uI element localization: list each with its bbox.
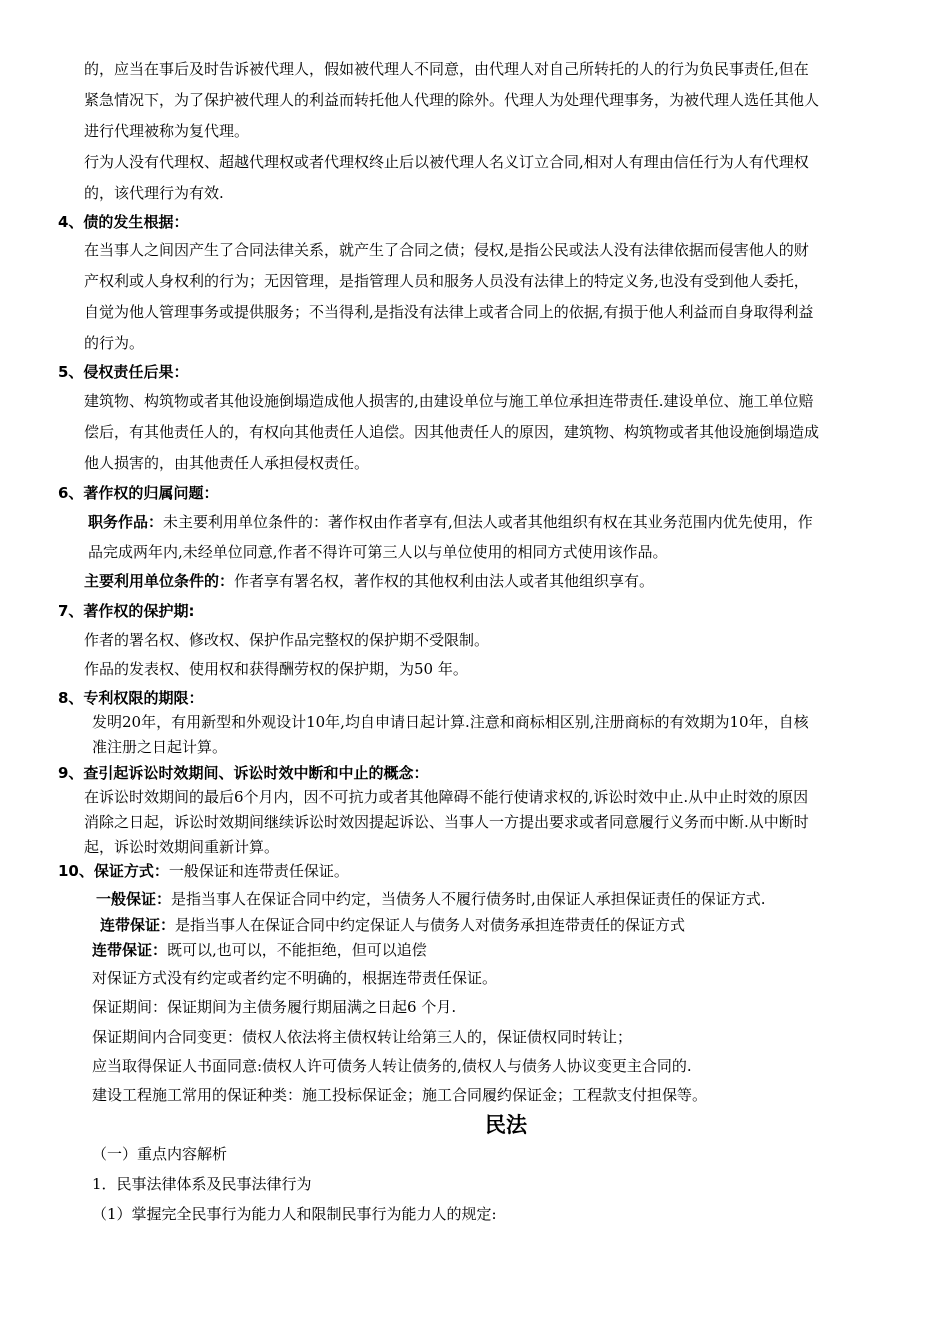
- paragraph-line: 建设工程施工常用的保证种类：施工投标保证金；施工合同履约保证金；工程款支付担保等。: [92, 1086, 708, 1104]
- paragraph-line: 在诉讼时效期间的最后6个月内，因不可抗力或者其他障碍不能行使请求权的,诉讼时效中止.从中止时效的原因: [84, 788, 809, 806]
- general-guarantee-text: 是指当事人在保证合同中约定，当债务人不履行债务时,由保证人承担保证责任的保证方式.: [171, 890, 766, 908]
- joint-guarantee-text: 是指当事人在保证合同中约定保证人与债务人对债务承担连带责任的保证方式: [175, 916, 686, 934]
- work-product-line: [88, 512, 813, 532]
- paragraph-line: 对保证方式没有约定或者约定不明确的，根据连带责任保证。: [92, 969, 498, 987]
- joint-guarantee-label-2: 连带保证：: [92, 941, 168, 959]
- section-heading-9: 9、查引起诉讼时效期间、诉讼时效中断和中止的概念：: [58, 764, 429, 782]
- section-heading-6: 6、著作权的归属问题：: [58, 484, 219, 502]
- subsection-line: 1．民事法律体系及民事法律行为: [92, 1175, 312, 1193]
- section-title: 民法: [485, 1113, 527, 1137]
- joint-guarantee-line-2: [92, 940, 427, 960]
- paragraph-line: 保证期间内合同变更：债权人依法将主债权转让给第三人的，保证债权同时转让；: [92, 1028, 633, 1046]
- paragraph-line: 的，应当在事后及时告诉被代理人，假如被代理人不同意，由代理人对自己所转托的人的行为负民事责任,但在: [84, 60, 809, 78]
- section-heading-5: 5、侵权责任后果：: [58, 363, 189, 381]
- paragraph-line: 应当取得保证人书面同意:债权人许可债务人转让债务的,债权人与债务人协议变更主合同的.: [92, 1057, 692, 1075]
- section-heading-4: 4、债的发生根据：: [58, 213, 189, 231]
- work-product-text: 未主要利用单位条件的：著作权由作者享有,但法人或者其他组织有权在其业务范围内优先使用，作: [163, 513, 813, 531]
- paragraph-line: 作者的署名权、修改权、保护作品完整权的保护期不受限制。: [84, 631, 490, 649]
- paragraph-line: 的，该代理行为有效.: [84, 184, 224, 202]
- work-product-label: 职务作品：: [88, 513, 164, 531]
- section-heading-8: 8、专利权限的期限：: [58, 689, 204, 707]
- paragraph-line: 产权利或人身权利的行为；无因管理，是指管理人员和服务人员没有法律上的特定义务,也没有受到他人委托，: [84, 272, 809, 290]
- paragraph-line: 起，诉讼时效期间重新计算。: [84, 838, 280, 856]
- joint-guarantee-line: [100, 915, 685, 935]
- paragraph-line: 他人损害的，由其他责任人承担侵权责任。: [84, 454, 370, 472]
- general-guarantee-line: [96, 889, 766, 909]
- paragraph-line: 自觉为他人管理事务或提供服务；不当得利,是指没有法律上或者合同上的依据,有损于他人利益而自身取得利益: [84, 303, 814, 321]
- main-use-text: 作者享有署名权，著作权的其他权利由法人或者其他组织享有。: [234, 572, 655, 590]
- general-guarantee-label: 一般保证：: [96, 890, 172, 908]
- paragraph-line: 的行为。: [84, 334, 145, 352]
- paragraph-line: 作品的发表权、使用权和获得酬劳权的保护期，为50 年。: [84, 660, 468, 678]
- main-use-label: 主要利用单位条件的：: [84, 572, 235, 590]
- paragraph-line: 在当事人之间因产生了合同法律关系，就产生了合同之债；侵权,是指公民或法人没有法律依据而侵害他人的财: [84, 241, 809, 259]
- paragraph-line: 准注册之日起计算。: [92, 738, 228, 756]
- subsection-line: （一）重点内容解析: [92, 1145, 228, 1163]
- section-heading-10-text: 一般保证和连带责任保证。: [168, 862, 349, 880]
- paragraph-line: 消除之日起，诉讼时效期间继续诉讼时效因提起诉讼、当事人一方提出要求或者同意履行义务而中断.从中断时: [84, 813, 809, 831]
- paragraph-line: 建筑物、构筑物或者其他设施倒塌造成他人损害的,由建设单位与施工单位承担连带责任.建设单位、施工单位赔: [84, 392, 814, 410]
- section-heading-10: 10、保证方式：: [58, 862, 169, 880]
- paragraph-line: 品完成两年内,未经单位同意,作者不得许可第三人以与单位使用的相同方式使用该作品。: [88, 543, 668, 561]
- paragraph-line: 行为人没有代理权、超越代理权或者代理权终止后以被代理人名义订立合同,相对人有理由信任行为人有代理权: [84, 153, 809, 171]
- paragraph-line: 发明20年，有用新型和外观设计10年,均自申请日起计算.注意和商标相区别,注册商标的有效期为10年，自核: [92, 713, 809, 731]
- joint-guarantee-label: 连带保证：: [100, 916, 176, 934]
- joint-guarantee-text-2: 既可以,也可以，不能拒绝，但可以追偿: [167, 941, 427, 959]
- section-heading-10-line: [58, 861, 349, 881]
- paragraph-line: 保证期间：保证期间为主债务履行期届满之日起6 个月.: [92, 998, 457, 1016]
- main-use-line: [84, 571, 654, 591]
- subsection-line: （1）掌握完全民事行为能力人和限制民事行为能力人的规定:: [92, 1205, 497, 1223]
- section-heading-7: 7、著作权的保护期:: [58, 602, 195, 620]
- paragraph-line: 偿后，有其他责任人的，有权向其他责任人追偿。因其他责任人的原因，建筑物、构筑物或者其他设施倒塌造成: [84, 423, 820, 441]
- paragraph-line: 紧急情况下，为了保护被代理人的利益而转托他人代理的除外。代理人为处理代理事务，为被代理人选任其他人: [84, 91, 820, 109]
- paragraph-line: 进行代理被称为复代理。: [84, 122, 250, 140]
